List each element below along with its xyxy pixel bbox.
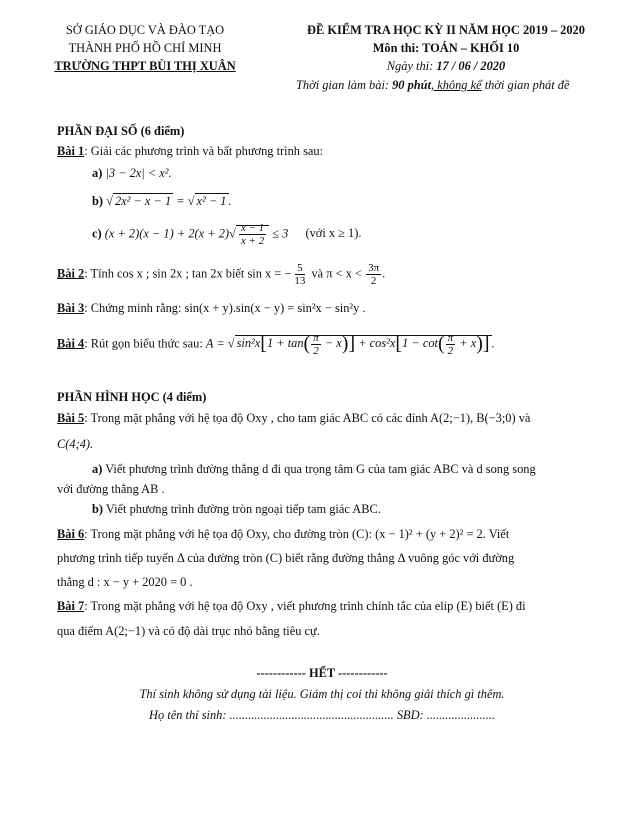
bai1-c-expr: (x + 2)(x − 1) + 2(x + 2)√ $\frac{x - 1}{x + 2}$ ≤ 3	[104, 222, 289, 247]
bai4-label: Bài 4	[57, 336, 85, 351]
bai1-b-expr: √ 2x² − x − 1 = √ x² − 1 .	[106, 194, 232, 208]
bai1-c-label: c)	[92, 226, 102, 241]
algebra-heading: PHẦN ĐẠI SỐ (6 điểm)	[57, 124, 185, 138]
bai5-text2: C(4;4).	[57, 437, 94, 451]
bai4	[57, 332, 495, 357]
bai1-label: Bài 1	[57, 144, 85, 158]
bai1-a-expr: |3 − 2x| < x².	[105, 166, 172, 180]
bai2-frac1: $\frac{5}{13}$	[294, 262, 306, 287]
footer-note: Thí sinh không sử dụng tài liệu. Giám thị coi thi không giải thích gì thêm.	[139, 687, 505, 701]
bai1-a-label: a)	[92, 166, 103, 180]
bai1-b	[92, 194, 232, 209]
bai5	[57, 411, 530, 426]
bai7-label: Bài 7	[57, 599, 85, 613]
bai1-text: : Giải các phương trình và bất phương trình sau:	[84, 144, 324, 158]
bai1	[57, 144, 323, 159]
bai3-label: Bài 3	[57, 301, 85, 315]
bai1-b-label: b)	[92, 194, 104, 208]
bai3	[57, 301, 366, 316]
bai2-mid: và π < x <	[308, 266, 366, 281]
bai2-label: Bài 2	[57, 266, 85, 281]
bai5-text: : Trong mặt phẳng với hệ tọa độ Oxy , cho tam giác ABC có các đỉnh A(2;−1), B(−3;0) và	[84, 411, 531, 425]
bai6	[57, 527, 509, 542]
bai5b-label: b)	[92, 502, 104, 516]
bai2: Bài 2: Tính cos x ; sin 2x ; tan 2x biết sin x = − $\frac{5}{13}$ và π < x < $\frac{3\pi}{2}$ .	[57, 262, 386, 287]
exam-duration	[296, 78, 569, 93]
bai5a-label: a)	[92, 462, 103, 476]
bai5a-text2: với đường thẳng AB .	[57, 482, 165, 496]
end-mark: ------------ HẾT ------------	[256, 666, 388, 680]
school-name: TRƯỜNG THPT BÙI THỊ XUÂN	[54, 59, 236, 73]
time-suffix-a: , không kể	[431, 78, 482, 92]
bai5a-text: Viết phương trình đường thẳng d đi qua trọng tâm G của tam giác ABC và d song song	[102, 462, 536, 476]
bai5-label: Bài 5	[57, 411, 85, 425]
bai2-text: : Tính cos x ; sin 2x ; tan 2x biết sin x = −	[84, 266, 292, 281]
date-value: 17 / 06 / 2020	[436, 59, 506, 73]
bai7-text: : Trong mặt phẳng với hệ tọa độ Oxy , viết phương trình chính tắc của elip (E) biết (E) đi	[84, 599, 526, 613]
bai6-text3: thẳng d : x − y + 2020 = 0 .	[57, 575, 193, 589]
date-label: Ngày thi:	[386, 59, 437, 73]
bai6-text: : Trong mặt phẳng với hệ tọa độ Oxy, cho đường tròn (C): (x − 1)² + (y + 2)² = 2. Viết	[84, 527, 510, 541]
exam-title: ĐỀ KIỂM TRA HỌC KỲ II NĂM HỌC 2019 – 2020	[307, 23, 585, 37]
geometry-heading: PHẦN HÌNH HỌC (4 điểm)	[57, 390, 207, 404]
bai7-text2: qua điểm A(2;−1) và có độ dài trục nhỏ bằng tiêu cự.	[57, 624, 320, 638]
bai6-label: Bài 6	[57, 527, 85, 541]
bai5a	[92, 462, 536, 477]
bai7	[57, 599, 526, 614]
subject-line: Môn thi: TOÁN – KHỐI 10	[372, 41, 520, 55]
bai1-c-cond: (với x ≥ 1).	[305, 226, 362, 241]
time-suffix-b: thời gian phát đề	[481, 78, 570, 92]
bai3-text: : Chứng minh rằng: sin(x + y).sin(x − y) = sin²x − sin²y .	[84, 301, 366, 315]
bai1-c	[92, 222, 361, 247]
bai5b-text: Viết phương trình đường tròn ngoại tiếp tam giác ABC.	[103, 502, 381, 516]
department-name: SỞ GIÁO DỤC VÀ ĐÀO TẠO	[65, 23, 225, 37]
bai2-frac2: $\frac{3\pi}{2}$	[368, 262, 380, 287]
bai5b	[92, 502, 381, 517]
bai6-text2: phương trình tiếp tuyến Δ của đường tròn (C) biết rằng đường thẳng Δ vuông góc với đường	[57, 551, 515, 565]
city-name: THÀNH PHỐ HỒ CHÍ MINH	[68, 41, 222, 55]
time-value: 90 phút	[392, 78, 432, 92]
bai4-text: : Rút gọn biểu thức sau:	[84, 336, 206, 351]
candidate-info-line: Họ tên thí sinh: ..................................................... SBD: ......................	[149, 708, 495, 722]
time-label: Thời gian làm bài:	[296, 78, 393, 92]
exam-date	[285, 59, 607, 74]
bai4-expr: A = √ sin²x[1 + tan( $\frac{\pi}{2}$ − x)] + cos²x[1 − cot( $\frac{\pi}{2}$ + x)] .	[205, 332, 495, 357]
bai1-a	[92, 166, 172, 181]
